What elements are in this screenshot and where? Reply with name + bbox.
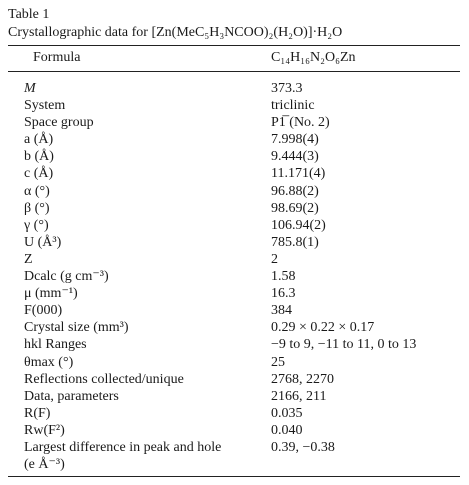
row-label: hkl Ranges	[24, 337, 87, 353]
row-label: Z	[24, 251, 33, 267]
row-value: 0.29 × 0.22 × 0.17	[271, 320, 375, 336]
row-value: 0.035	[271, 405, 303, 421]
row-value: 785.8(1)	[271, 234, 319, 250]
row-value: 11.171(4)	[271, 166, 326, 182]
row-value: 16.3	[271, 286, 296, 302]
row-value: −9 to 9, −11 to 11, 0 to 13	[271, 337, 417, 353]
table-row	[0, 234, 469, 251]
table-row	[0, 319, 469, 336]
row-value: P1̅ (No. 2)	[271, 115, 330, 131]
table-row	[0, 405, 469, 422]
table-row	[0, 371, 469, 388]
table-row	[0, 97, 469, 114]
table-row	[0, 268, 469, 285]
row-label: R(F)	[24, 405, 51, 421]
row-value: 0.040	[271, 422, 303, 438]
table-row	[0, 80, 469, 97]
row-value: triclinic	[271, 98, 315, 114]
row-label: a (Å)	[24, 132, 54, 148]
table-row	[0, 439, 469, 473]
row-label: β (°)	[24, 200, 50, 216]
row-label: Space group	[24, 115, 94, 131]
table-row	[0, 354, 469, 371]
row-label: M	[24, 81, 36, 96]
table-row	[0, 131, 469, 148]
table-row	[0, 251, 469, 268]
row-label: F(000)	[24, 303, 63, 319]
row-label: Dcalc (g cm⁻³)	[24, 269, 109, 285]
row-label: Reflections collected/unique	[24, 371, 184, 387]
row-label: c (Å)	[24, 166, 54, 182]
header-formula-label: Formula	[33, 50, 81, 65]
row-label: Data, parameters	[24, 388, 119, 404]
table-number: Table 1	[8, 7, 50, 22]
table-row	[0, 114, 469, 131]
row-value: 96.88(2)	[271, 183, 319, 199]
row-label: α (°)	[24, 183, 50, 199]
table-row	[0, 183, 469, 200]
table-caption: Crystallographic data for [Zn(MeC₅H₃NCOO)₂(H₂O)]·H₂O	[8, 25, 343, 40]
row-value: 373.3	[271, 81, 303, 96]
row-value: 2	[271, 251, 278, 267]
row-value: 384	[271, 303, 292, 319]
row-label: System	[24, 98, 66, 114]
row-label: θmax (°)	[24, 354, 74, 370]
row-value: 0.39, −0.38	[271, 439, 335, 455]
row-label: b (Å)	[24, 149, 54, 165]
row-value: 9.444(3)	[271, 149, 319, 165]
row-label: Crystal size (mm³)	[24, 320, 129, 336]
row-value: 1.58	[271, 269, 296, 285]
row-value: 2166, 211	[271, 388, 327, 404]
row-value: 25	[271, 354, 285, 370]
row-label: γ (°)	[24, 217, 49, 233]
bottom-rule	[8, 476, 460, 477]
table-row	[0, 217, 469, 234]
table-row	[0, 200, 469, 217]
row-value: 106.94(2)	[271, 217, 326, 233]
table-row	[0, 165, 469, 182]
table-row	[0, 422, 469, 439]
row-label: Largest difference in peak and hole (e Å⁻³)	[24, 439, 222, 472]
row-label: U (Å³)	[24, 234, 62, 250]
top-rule	[8, 45, 460, 46]
row-value: 2768, 2270	[271, 371, 334, 387]
table-row	[0, 148, 469, 165]
header-formula-value: C₁₄H₁₆N₂O₆Zn	[271, 50, 356, 65]
row-label: μ (mm⁻¹)	[24, 286, 78, 302]
header-rule	[8, 71, 460, 72]
table-row	[0, 302, 469, 319]
row-label: Rw(F²)	[24, 422, 65, 438]
table-row	[0, 388, 469, 405]
table-row	[0, 285, 469, 302]
row-value: 98.69(2)	[271, 200, 319, 216]
data-table-body	[0, 80, 469, 473]
table-row	[0, 336, 469, 353]
row-value: 7.998(4)	[271, 132, 319, 148]
